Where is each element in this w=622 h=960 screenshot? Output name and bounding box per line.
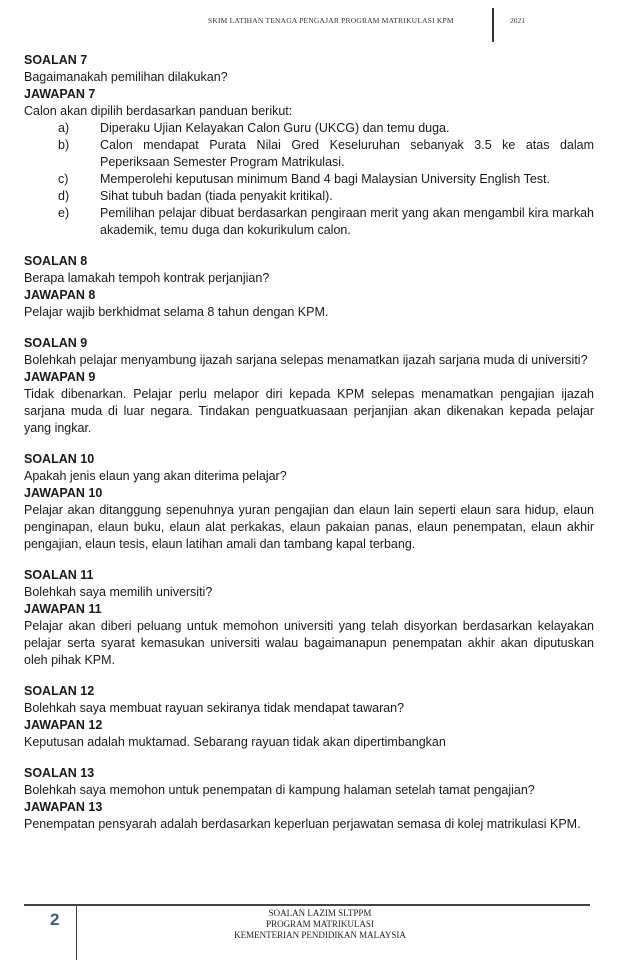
header-title: SKIM LATIHAN TENAGA PENGAJAR PROGRAM MATRIKULASI KPM <box>208 16 454 25</box>
question-text: Bolehkah saya membuat rayuan sekiranya tidak mendapat tawaran? <box>24 701 405 715</box>
criteria-list <box>24 120 594 239</box>
list-marker: b) <box>58 138 70 152</box>
faq-section-8 <box>24 253 594 321</box>
answer-label: JAWAPAN 7 <box>24 87 96 101</box>
answer-text: Calon akan dipilih berdasarkan panduan berikut: <box>24 104 293 118</box>
question-text: Apakah jenis elaun yang akan diterima pelajar? <box>24 469 287 483</box>
list-text: Diperaku Ujian Kelayakan Calon Guru (UKCG) dan temu duga. <box>100 121 450 135</box>
list-text: Sihat tubuh badan (tiada penyakit kritikal). <box>100 189 333 203</box>
footer-line-3: KEMENTERIAN PENDIDIKAN MALAYSIA <box>234 930 406 940</box>
answer-label: JAWAPAN 8 <box>24 288 96 302</box>
faq-section-9 <box>24 335 594 437</box>
faq-section-13 <box>24 765 594 833</box>
list-marker: d) <box>58 189 70 203</box>
answer-text: Pelajar akan diberi peluang untuk memohon universiti yang telah disyorkan berdasarkan kelayakan pelajar serta syarat kemasukan universiti walau bagaimanapun penempatan akhir akan diputuskan oleh pihak KPM. <box>24 619 594 667</box>
list-item <box>24 171 594 188</box>
answer-text: Keputusan adalah muktamad. Sebarang rayuan tidak akan dipertimbangkan <box>24 735 446 749</box>
list-item <box>24 120 594 137</box>
answer-label: JAWAPAN 13 <box>24 800 103 814</box>
answer-label: JAWAPAN 9 <box>24 370 96 384</box>
list-marker: a) <box>58 121 70 135</box>
answer-label: JAWAPAN 12 <box>24 718 103 732</box>
list-text: Pemilihan pelajar dibuat berdasarkan pengiraan merit yang akan mengambil kira markah akademik, temu duga dan kokurikulum calon. <box>100 206 594 237</box>
question-label: SOALAN 11 <box>24 568 94 582</box>
faq-section-11 <box>24 567 594 669</box>
page-header <box>0 0 622 46</box>
question-label: SOALAN 12 <box>24 684 95 698</box>
footer-line-1: SOALAN LAZIM SLTPPM <box>268 908 372 918</box>
answer-text: Tidak dibenarkan. Pelajar perlu melapor diri kepada KPM selepas menamatkan pengajian ijazah sarjana muda di luar negara. Tindakan penguatkuasaan perjanjian akan dikenakan kepada pelajar yang ingkar. <box>24 387 594 435</box>
question-text: Bagaimanakah pemilihan dilakukan? <box>24 70 228 84</box>
answer-label: JAWAPAN 11 <box>24 602 102 616</box>
header-divider <box>492 8 494 42</box>
faq-section-12 <box>24 683 594 751</box>
question-label: SOALAN 8 <box>24 254 88 268</box>
list-marker: e) <box>58 206 70 220</box>
footer-text <box>180 908 460 941</box>
question-label: SOALAN 9 <box>24 336 88 350</box>
question-label: SOALAN 7 <box>24 53 88 67</box>
list-marker: c) <box>58 172 69 186</box>
list-item <box>24 188 594 205</box>
answer-text: Penempatan pensyarah adalah berdasarkan keperluan perjawatan semasa di kolej matrikulasi KPM. <box>24 817 581 831</box>
question-text: Bolehkah saya memohon untuk penempatan di kampung halaman setelah tamat pengajian? <box>24 783 535 797</box>
answer-text: Pelajar wajib berkhidmat selama 8 tahun dengan KPM. <box>24 305 329 319</box>
question-text: Berapa lamakah tempoh kontrak perjanjian? <box>24 271 270 285</box>
list-item <box>24 137 594 171</box>
document-body <box>24 52 594 847</box>
faq-section-10 <box>24 451 594 553</box>
question-text: Bolehkah saya memilih universiti? <box>24 585 213 599</box>
question-label: SOALAN 13 <box>24 766 95 780</box>
footer-line-2: PROGRAM MATRIKULASI <box>266 919 374 929</box>
list-text: Calon mendapat Purata Nilai Gred Keseluruhan sebanyak 3.5 ke atas dalam Peperiksaan Semester Program Matrikulasi. <box>100 138 594 169</box>
footer-divider <box>76 906 77 960</box>
list-text: Memperolehi keputusan minimum Band 4 bagi Malaysian University English Test. <box>100 172 550 186</box>
question-text: Bolehkah pelajar menyambung ijazah sarjana selepas menamatkan ijazah sarjana muda di universiti? <box>24 353 588 367</box>
page-footer <box>0 900 622 960</box>
answer-text: Pelajar akan ditanggung sepenuhnya yuran pengajian dan elaun lain seperti elaun sara hidup, elaun penginapan, elaun buku, elaun alat perkakas, elaun pakaian panas, elaun penempatan, elaun akhir pengajian, elaun tesis, elaun latihan amali dan tambang kapal terbang. <box>24 503 594 551</box>
list-item <box>24 205 594 239</box>
question-label: SOALAN 10 <box>24 452 95 466</box>
page-number: 2 <box>50 910 60 929</box>
faq-section-7 <box>24 52 594 239</box>
footer-rule <box>24 904 590 906</box>
answer-label: JAWAPAN 10 <box>24 486 103 500</box>
header-year: 2021 <box>510 16 525 25</box>
